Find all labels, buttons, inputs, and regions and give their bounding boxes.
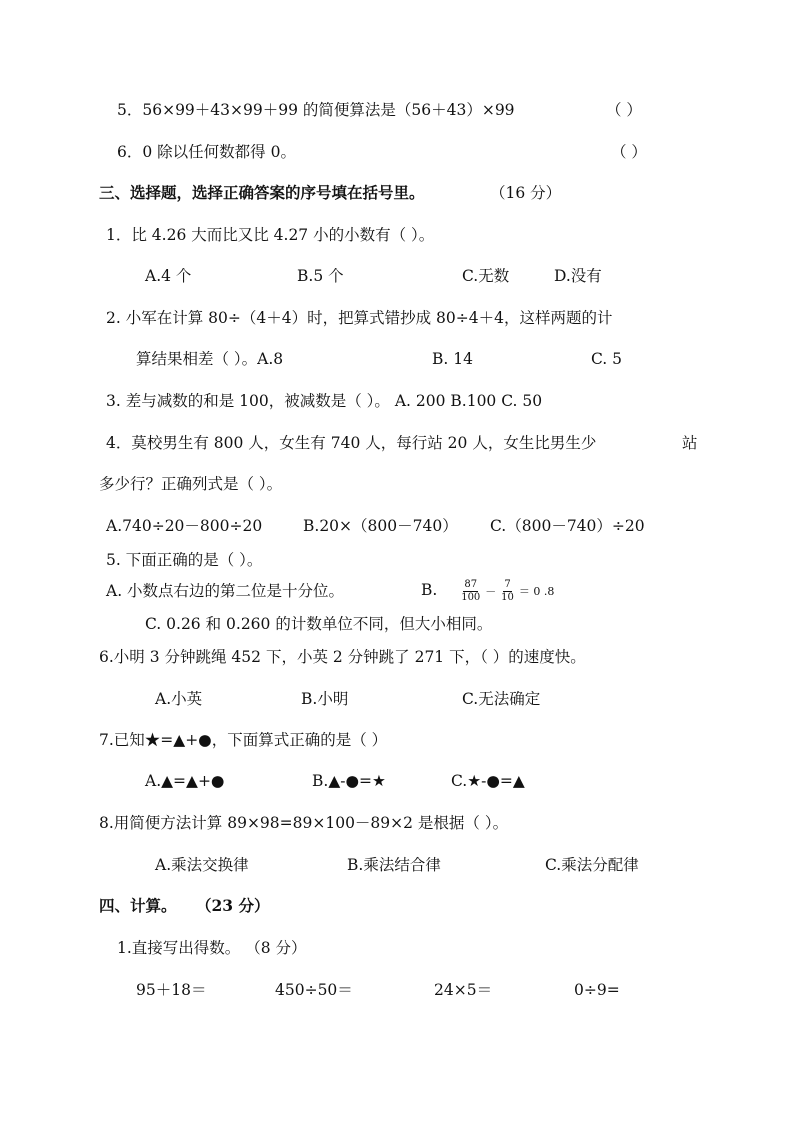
s3-q5-fraction-7-10: [501, 579, 514, 604]
section3-heading: 三、选择题，选择正确答案的序号填在括号里。: [99, 183, 425, 202]
s3-q5-option-a: A. 小数点右边的第二位是十分位。: [106, 582, 345, 600]
s4-sub1-title: 1.直接写出得数。 （8 分）: [117, 939, 307, 957]
judge-q6-answer-paren[interactable]: （ ）: [611, 143, 647, 161]
section3-points: （16 分）: [490, 184, 562, 202]
s3-q6-option-c: C.无法确定: [462, 690, 541, 708]
s3-q5-option-c: C. 0.26 和 0.260 的计数单位不同，但大小相同。: [145, 615, 493, 633]
s3-q2-option-b: B. 14: [432, 350, 473, 368]
section4-heading: 四、计算。: [99, 896, 177, 915]
s3-q4-option-c: C.（800－740）÷20: [490, 517, 645, 535]
s4-calc-item-3[interactable]: 24×5＝: [434, 981, 493, 999]
s3-q4-option-b: B.20×（800－740）: [303, 517, 458, 535]
s3-q7-option-c: C.★-●=▲: [451, 772, 525, 790]
s3-q4-line2: 多少行？正确列式是（ ）。: [99, 475, 283, 493]
s3-q7-option-a: A.▲=▲+●: [145, 772, 225, 790]
s3-q5-fraction-87-100: [461, 579, 480, 604]
judge-q5-text: 5．56×99＋43×99＋99 的简便算法是（56＋43）×99: [117, 101, 515, 119]
s3-q6-text: 6.小明 3 分钟跳绳 452 下，小英 2 分钟跳了 271 下，（ ）的速度快。: [99, 648, 586, 666]
s3-q6-option-b: B.小明: [301, 690, 349, 708]
s4-calc-item-4[interactable]: 0÷9=: [574, 981, 620, 999]
s3-q1-text: 1．比 4.26 大而比又比 4.27 小的小数有（ ）。: [106, 226, 435, 244]
s3-q5-option-b-label: B.: [421, 581, 438, 599]
s3-q6-option-a: A.小英: [155, 690, 203, 708]
s3-q5-text: 5. 下面正确的是（ ）。: [106, 551, 263, 569]
fraction-numerator: 87: [464, 578, 478, 590]
s3-q3-text: 3. 差与减数的和是 100，被减数是（ ）。 A. 200 B.100 C. 50: [106, 392, 543, 410]
s3-q8-text: 8.用简便方法计算 89×98=89×100－89×2 是根据（ ）。: [99, 814, 509, 832]
s3-q1-option-b: B.5 个: [297, 267, 344, 285]
s3-q1-option-c: C.无数: [462, 267, 510, 285]
s3-q5-result: ＝ 0 .8: [518, 585, 555, 598]
fraction-denominator: 10: [501, 591, 514, 603]
s3-q4-option-a: A.740÷20－800÷20: [106, 517, 263, 535]
s3-q4-line1-tail: 站: [682, 434, 698, 452]
s3-q7-text: 7.已知★=▲+●，下面算式正确的是（ ）: [99, 731, 388, 749]
s3-q8-option-c: C.乘法分配律: [545, 856, 639, 874]
s4-calc-item-1[interactable]: 95＋18＝: [136, 981, 207, 999]
s3-q2-line1: 2. 小军在计算 80÷（4＋4）时，把算式错抄成 80÷4＋4，这样两题的计: [106, 309, 613, 327]
s3-q2-option-c: C. 5: [591, 350, 623, 368]
s3-q1-option-d: D.没有: [554, 267, 602, 285]
fraction-numerator: 7: [504, 578, 511, 590]
s3-q2-line2: 算结果相差（ ）。A.8: [136, 350, 284, 368]
judge-q5-answer-paren[interactable]: （ ）: [606, 101, 642, 119]
s3-q7-option-b: B.▲-●=★: [312, 772, 386, 790]
s3-q5-minus-sign: －: [485, 585, 497, 598]
s3-q8-option-b: B.乘法结合律: [347, 856, 441, 874]
judge-q6-text: 6．0 除以任何数都得 0。: [117, 143, 296, 161]
s3-q1-option-a: A.4 个: [145, 267, 192, 285]
s4-calc-item-2[interactable]: 450÷50＝: [275, 981, 353, 999]
s3-q5-option-b: [421, 572, 554, 610]
section4-points: （23 分）: [196, 896, 270, 915]
fraction-denominator: 100: [461, 591, 481, 603]
s3-q4-line1: 4．莫校男生有 800 人，女生有 740 人，每行站 20 人，女生比男生少: [106, 434, 597, 452]
s3-q8-option-a: A.乘法交换律: [155, 856, 249, 874]
